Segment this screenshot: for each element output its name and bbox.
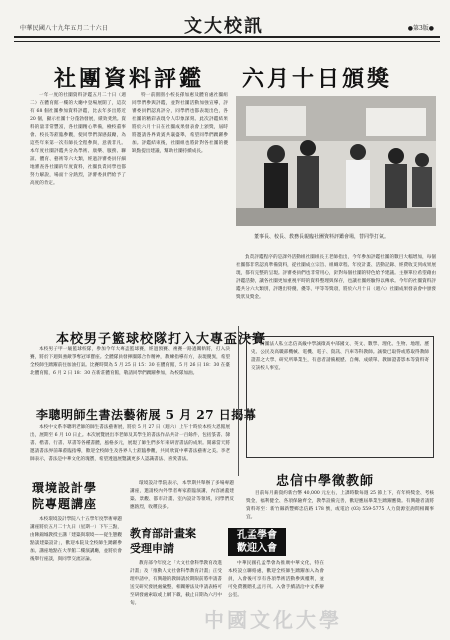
- kongyuan-text: 中華民國孔孟學會為推廣中華文化，特在本校設立聯絡處，歡迎全校師生踴躍加入為會員，入會後可享有各項學術活動參與權利，並可免費獲贈孔孟月刊。入會手續請洽中文系辦公室。: [228, 561, 324, 598]
- basketball-headline: 本校男子籃球校隊打入大專盃決賽: [56, 332, 267, 347]
- club-article-col-1: [30, 92, 126, 320]
- env-text: 本校環境設計學院八十五學年度學術專題講座將於五月二十九日（星期一）下午三點，由陳錦城教授主講「建築與環境——從生態觀點談建築設計」，歡迎本院及全校師生踴躍參加。講座地點在大孝館二樓演講廳，並將於會後舉行座談，與同學交流討論。: [30, 517, 122, 562]
- issue-date: 中華民國八十九年五月二十六日: [20, 25, 109, 32]
- calligraphy-article: [30, 424, 230, 474]
- recruit-box-text: [251, 341, 429, 453]
- calligraphy-text: 本校中文系李聰明老師的師生書法藝術展，將於 5 月 27 日（週六）上午十時於本校大恩館展出，展期至 6 月 10 日止。本次展覽展出李老師及其學生的書法作品共計一百餘件，包括篆書、隸書、楷書、行書、草書等各種書體，風格多元，展現了師生們多年來研習書法的成果。開幕當天將邀請書法界前輩蒞臨指導，歡迎全校師生及各界人士蒞臨參觀，共同欣賞中華書法藝術之美。李老師表示，書法是中華文化的瑰寶，希望透過展覽讓更多人認識書法、喜愛書法。: [30, 425, 230, 462]
- newspaper-page: [14, 10, 440, 632]
- zhongxin-text: 目前每月薪資約新台幣 40,000 元左右，上課時數每週 25 節上下，有年終獎金、考核獎金，福利健全、各項保險齊全，教學設備完善，歡迎應屆畢業生踴躍應徵。有興趣者請將資料寄至：新竹縣新豐鄉忠信路 178 號，或電洽 (03) 559-5775 人力資源室詢問相關事宜。: [246, 491, 434, 520]
- evaluation-photo: [236, 96, 436, 226]
- edu-headline-line-2: 受理申請: [130, 542, 174, 555]
- masthead: [14, 10, 440, 38]
- newspaper-title: 文大校訊: [184, 16, 264, 37]
- photo-caption-line: 董事長、校長、教務長親臨社團資料評鑑會場，替同學打氣。: [254, 234, 390, 240]
- edu-text: 教育部今年度之「大文社會科學教育改進計畫」及「推動人文社會科學教育計畫」正受理申請中，有興趣的教師請於期限前將申請書送交研究發展處彙整，相關辦法及申請表格可至研發處索取或上網下載，截止日期為六月中旬。: [130, 561, 222, 606]
- env-text-2: 環境設計學院表示，本學期共舉辦了多場專題講座，邀請校內外學者專家蒞臨演講，內容涵蓋建築、景觀、都市計畫、室內設計等領域，同學們反應熱烈，收穫良多。: [130, 481, 234, 510]
- zhongxin-article: [246, 490, 434, 594]
- recruit-box: [246, 336, 434, 458]
- page-number: ●第3版●: [407, 25, 434, 32]
- kongyuan-headline-line-2: 歡迎入會: [237, 543, 277, 554]
- club-text-2: 特一前園園小校長孫加惠及體育處社團組同學們參與評鑑，並對社團活動加強宣導，評審委員們認真評分，同學們也都表現出色，各社團的精彩表現令人印象深刻。此次評鑑結果將於六月十日在社團成果發表會上頒獎，屆時將邀請各界貴賓共襄盛舉，希望同學們踴躍參加。評鑑結束後，社團組也將針對各社團的優缺點提出建議，幫助社團持續成長。: [132, 93, 228, 154]
- env-headline-line-2: 院專題講座: [32, 497, 98, 511]
- basketball-text: 本校男子甲一級籃球校隊，參加今年大專盃籃球賽，經過預賽、複賽一路過關斬將，打入決賽，將於下週與強敵爭奪冠軍寶座。全體隊員發揮團隊合作精神，教練指導有方，表現優異，希望全校師生踴躍前往加油打氣。比賽時間為 5 月 25 日 15：30 在體育館，5 月 26 日 18：30 在臺北體育館，6 月 2 日 18：30 在新莊體育館，敬請同學們踴躍參加，為校隊加油。: [30, 347, 230, 376]
- club-article-col-2: [132, 92, 228, 320]
- club-text-1: 一年一度的社團資料評鑑五月二十日（週二）在體育館一樓的大廳中登場展開了，這次有 68 個社團參加資料評鑑，比去年多出將近 20 個，顯示社團十分蓬勃發展，績效斐然。資料的量非常豐富，各社團精心準備，檢校董事會、校長等蒞臨參觀，使同學們深感鼓勵，為這些年來第一次有師長全程參與，意義非凡。本年度社團評鑑共分為學術、康樂、服務、聯誼、體育、藝術等六大類，經過評審委員仔細地審查各社團的年度資料，社團負責同學也都努力解說，場面十分熱烈，評審委員們給予了高度的肯定。: [30, 93, 126, 186]
- club-article-col-3: [236, 254, 436, 320]
- env-article: [30, 516, 122, 626]
- club-headline: 社團資料評鑑: [54, 66, 205, 92]
- column-divider: [238, 326, 239, 476]
- env-article-cont: [130, 480, 234, 518]
- basketball-article: [30, 346, 230, 400]
- env-headline: [32, 480, 97, 512]
- photo-caption: [254, 234, 436, 241]
- zhongxin-headline: 忠信中學徵教師: [276, 474, 375, 489]
- recruit-box-paragraph: 財團法人私立忠信高級中學誠徵高中部國文、英文、數學、理化、生物、地理、歷史、公民及高職部機械、電機、電子、資訊、汽車等科教師。誠徵已取得或將取得教師證書之大學、研究所畢業生，有意者請備履歷、自傳、成績單、教師證書影本等資料寄交該校人事室。: [251, 342, 429, 371]
- edu-headline: [130, 526, 196, 556]
- env-headline-line-1: 環境設計學: [32, 481, 98, 495]
- watermark: 中國文化大學: [204, 608, 342, 632]
- edu-headline-line-1: 教育部計畫案: [130, 527, 196, 540]
- kongyuan-headline-line-1: 孔孟學會: [237, 530, 277, 541]
- june-headline: 六月十日頒獎: [242, 66, 393, 92]
- masthead-rule: [14, 41, 440, 42]
- club-text-3: 負責評鑑程序的是課外活動組社團組長王老師指出，今年參加評鑑社團的數目大幅增加，每個社團都非常認真準備資料，從社團成立宗旨、組織章程、年度計畫、活動記錄、經費收支到成果展現，都有完整的呈現。評審委員們也非常用心，針對每個社團的特色給予建議。主辦單位希望藉由評鑑活動，讓各社團更加重視平時的資料整理與保存，也讓社團經驗得以傳承。今年的社團資料評鑑共分六大類別，評選出特優、優等、甲等等獎項，將於六月十日（週六）社團成果發表會中頒發獎狀及獎金。: [236, 255, 436, 300]
- calligraphy-headline: 李聰明師生書法藝術展 5 月 27 日揭幕: [36, 408, 257, 422]
